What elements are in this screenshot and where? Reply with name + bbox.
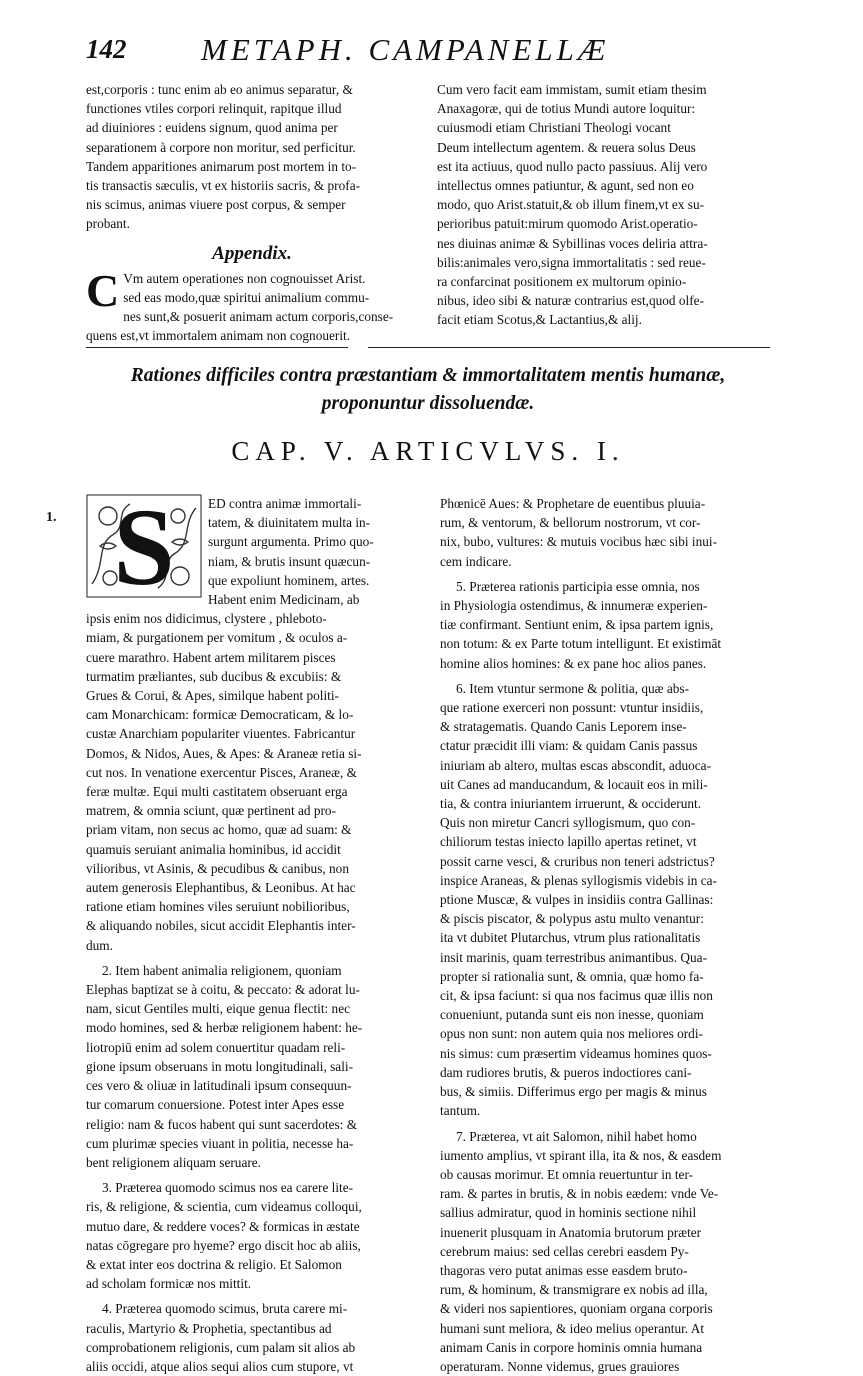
text-line: modo homines, sed & herbæ religionem habent: he-: [86, 1018, 416, 1037]
text-line: turmatim præliantes, sub ducibus & excubiis: &: [86, 667, 416, 686]
paragraph-4: [86, 1299, 416, 1376]
section-title-line-1: Rationes difficiles contra præstantiam & immortalitatem mentis humanæ,: [86, 362, 770, 390]
text-line: facit etiam Scotus,& Lactantius,& alij.: [437, 310, 771, 329]
text-line: rum, & ventorum, & bellorum nostrorum, vt cor-: [440, 513, 772, 532]
text-line: est,corporis : tunc enim ab eo animus separatur, &: [86, 80, 418, 99]
text-line: 5. Præterea rationis participia esse omnia, nos: [440, 577, 772, 596]
text-line: sallius admiratur, quod in hominis sectione nihil: [440, 1203, 772, 1222]
text-line: ces vero & oliuæ in latitudinali ipsum consequun-: [86, 1076, 416, 1095]
text-line: Domos, & Nidos, Aues, & Apes: & Araneæ retia si-: [86, 744, 416, 763]
paragraph-7: [440, 1127, 772, 1376]
text-line: bilis:animales vero,signa immortalitatis : sed reue-: [437, 253, 771, 272]
text-line: Tandem apparitiones animarum post mortem in to-: [86, 157, 418, 176]
text-line: ipsis enim nos didicimus, clystere , phleboto-: [86, 609, 416, 628]
text-line: ris, & religione, & scientia, cum videamus colloqui,: [86, 1197, 416, 1216]
text-line: est ita actiuus, quod nullo pacto passiuus. Alij vero: [437, 157, 771, 176]
text-line: iumento amplius, vt spirant illa, ita & nos, & easdem: [440, 1146, 772, 1165]
text-line: comprobationem religionis, cum palam sit alios ab: [86, 1338, 416, 1357]
text-line: homine alios homines: & ex pane hoc alios panes.: [440, 654, 772, 673]
text-line: quens est,vt immortalem animam non cognouerit.: [86, 326, 418, 345]
text-line: uit Canes ad manducandum, & locauit eos in mili-: [440, 775, 772, 794]
text-line: cut nos. In venatione exercentur Pisces, Araneæ, &: [86, 763, 416, 782]
text-line: cuere marathro. Habent artem militarem pisces: [86, 648, 416, 667]
text-line: & aliquando nobiles, sicut accidit Elephantis inter-: [86, 916, 416, 935]
text-line: nibus, ideo sibi & naturæ contrarius est,quod olfe-: [437, 291, 771, 310]
text-line: cuiusmodi etiam Christiani Theologi vocant: [437, 118, 771, 137]
chapter-heading: CAP. V. ARTICVLVS. I.: [86, 436, 770, 467]
text-line: 3. Præterea quomodo scimus nos ea carere lite-: [86, 1178, 416, 1197]
text-line: raculis, Martyrio & Prophetia, spectantibus ad: [86, 1319, 416, 1338]
text-line: animam Canis in corpore hominis omnia humana: [440, 1338, 772, 1357]
text-line: tia, & contra iniuriantem irruerunt, & occiderunt.: [440, 794, 772, 813]
appendix-heading: Appendix.: [86, 244, 418, 263]
text-line: tantum.: [440, 1101, 772, 1120]
text-line: dam rudiores brutis, & pueros indoctiores cani-: [440, 1063, 772, 1082]
text-line: humani sunt meliora, & ideo melius operantur. At: [440, 1319, 772, 1338]
text-line: opus non sunt: non autem quia nos meliores ordi-: [440, 1024, 772, 1043]
text-line: intellectus omnes patiuntur, & agunt, sed non eo: [437, 176, 771, 195]
paragraph-2: [86, 961, 416, 1172]
text-line: ptione Muscæ, & vulpes in insidiis contra Gallinas:: [440, 890, 772, 909]
text-line: tur comarum conuersione. Potest inter Apes esse: [86, 1095, 416, 1114]
bottom-left-column: [86, 494, 416, 1376]
section-title-line-2: proponuntur dissoluendæ.: [86, 390, 770, 418]
appendix-text: [86, 269, 418, 346]
text-line: Vm autem operationes non cognouisset Arist.: [123, 269, 418, 288]
text-line: nes sunt,& posuerit animam actum corporis,conse-: [123, 307, 418, 326]
text-line: quamuis seruiant animalia hominibus, id accidit: [86, 840, 416, 859]
text-line: & stratagematis. Quando Canis Leporem inse-: [440, 717, 772, 736]
text-line: cam Monarchicam: formicæ Democraticam, & lo-: [86, 705, 416, 724]
text-line: natas cōgregare pro hyeme? ergo discit hoc ab aliis,: [86, 1236, 416, 1255]
top-right-column: [437, 80, 771, 330]
text-line: Quis non miretur Cancri syllogismum, quo con-: [440, 813, 772, 832]
text-line: miam, & purgationem per vomitum , & oculos a-: [86, 628, 416, 647]
ornamental-initial: [86, 494, 202, 598]
text-line: autem generosis Elephantibus, & Leonibus. At hac: [86, 878, 416, 897]
text-line: cerebrum maius: sed cellas cerebri easdem Py-: [440, 1242, 772, 1261]
text-line: cum plurimæ species viuant in politia, necesse ha-: [86, 1134, 416, 1153]
top-right-text: [437, 80, 771, 330]
section-title: [86, 362, 770, 418]
text-line: Anaxagoræ, qui de totius Mundi autore loquitur:: [437, 99, 771, 118]
text-line: nix, bubo, vultures: & mutuis vocibus hæc sibi inui-: [440, 532, 772, 551]
paragraph-6: [440, 679, 772, 1121]
text-line: niam, & brutis insunt quæcun-: [208, 552, 416, 571]
text-line: operaturam. Nonne videmus, grues grauiores: [440, 1357, 772, 1376]
appendix-paragraph: [86, 269, 418, 346]
text-line: modo, quo Arist.statuit,& ob illum finem,vt ex su-: [437, 195, 771, 214]
text-line: custæ Anarchiam populariter viuentes. Fabricantur: [86, 724, 416, 743]
text-line: mutuo dare, & reddere voces? & formicas in æstate: [86, 1217, 416, 1236]
ornamental-initial-letter: S: [86, 492, 202, 602]
text-line: insit marinis, quam terrestribus animantibus. Qua-: [440, 948, 772, 967]
text-line: propter si rationalia sunt, & omnia, quæ homo fa-: [440, 967, 772, 986]
paragraph-4-continued: [440, 494, 772, 571]
text-line: ratione etiam homines viles seruiunt nobilioribus,: [86, 897, 416, 916]
text-line: gione ipsum obseruans in motu longitudinali, sali-: [86, 1057, 416, 1076]
text-line: & piscis piscator, & polypus astu multo venantur:: [440, 909, 772, 928]
top-left-text: [86, 80, 418, 234]
running-head: METAPH. CAMPANELLÆ: [201, 32, 609, 68]
text-line: ad diuiniores : euidens signum, quod anima per: [86, 118, 418, 137]
text-line: nis simus: cum præsertim videamus homines quos-: [440, 1044, 772, 1063]
text-line: Grues & Corui, & Apes, similque habent politi-: [86, 686, 416, 705]
text-line: aliis occidi, atque alios sequi alios cum stupore, vt: [86, 1357, 416, 1376]
text-line: surgunt argumenta. Primo quo-: [208, 532, 416, 551]
section-divider-right: [368, 347, 770, 348]
text-line: que expoliunt hominem, artes.: [208, 571, 416, 590]
text-line: nam, sicut Gentiles multi, eique genua flectit: nec: [86, 999, 416, 1018]
text-line: bent religionem aliquam seruare.: [86, 1153, 416, 1172]
text-line: tis transactis sæculis, vt ex historiis sacris, & profa-: [86, 176, 418, 195]
text-line: ad scholam formicæ nos mittit.: [86, 1274, 416, 1293]
text-line: Habent enim Medicinam, ab: [208, 590, 416, 609]
text-line: ram. & partes in brutis, & in nobis eædem: vnde Ve-: [440, 1184, 772, 1203]
margin-number: 1.: [46, 510, 57, 526]
text-line: thagoras vero putat animas esse easdem bruto-: [440, 1261, 772, 1280]
text-line: inuenerit plusquam in Anatomia brutorum præter: [440, 1223, 772, 1242]
top-left-column: [86, 80, 418, 346]
text-line: & videri nos sapientiores, quoniam organa corporis: [440, 1299, 772, 1318]
text-line: ED contra animæ immortali-: [208, 494, 416, 513]
text-line: nes diuinas animæ & Sybillinas voces deliria attra-: [437, 234, 771, 253]
text-line: perioribus patuit:mirum quomodo Arist.operatio-: [437, 214, 771, 233]
text-line: bus, & simiis. Differimus ergo per magis & minus: [440, 1082, 772, 1101]
text-line: liotropiū enim ad solem conuertitur quadam reli-: [86, 1038, 416, 1057]
text-line: Deum intellectum agentem. & reuera solus Deus: [437, 138, 771, 157]
text-line: non totum: & ex Parte totum intelligunt. Et existimāt: [440, 634, 772, 653]
text-line: Phœnicē Aues: & Prophetare de euentibus pluuia-: [440, 494, 772, 513]
text-line: ob causas morimur. Et omnia reuertuntur in ter-: [440, 1165, 772, 1184]
appendix-initial: C: [86, 271, 119, 311]
text-line: 2. Item habent animalia religionem, quoniam: [86, 961, 416, 980]
text-line: possit carne vesci, & cruribus non teneri adstrictus?: [440, 852, 772, 871]
text-line: 4. Præterea quomodo scimus, bruta carere mi-: [86, 1299, 416, 1318]
text-line: in Physiologia ostendimus, & innumeræ experien-: [440, 596, 772, 615]
text-line: separationem à corpore non moritur, sed perficitur.: [86, 138, 418, 157]
text-line: rum, & hominum, & transmigrare ex nobis ad illa,: [440, 1280, 772, 1299]
text-line: functiones vtiles corpori relinquit, rapitque illud: [86, 99, 418, 118]
text-line: que ratione exerceri non possunt: vtuntur insidiis,: [440, 698, 772, 717]
text-line: priam vitam, non secus ac homo, quæ ad suam: &: [86, 820, 416, 839]
text-line: matrem, & omnia sciunt, quæ pertinent ad pro-: [86, 801, 416, 820]
text-line: nis scimus, animas viuere post corpus, & semper: [86, 195, 418, 214]
text-line: & extat inter eos doctrina & religio. Et Salomon: [86, 1255, 416, 1274]
bottom-right-column: [440, 494, 772, 1376]
text-line: inspice Araneas, & plenas syllogismis videbis in ca-: [440, 871, 772, 890]
text-line: sed eas modo,quæ spiritui animalium commu-: [123, 288, 418, 307]
text-line: 7. Præterea, vt ait Salomon, nihil habet homo: [440, 1127, 772, 1146]
text-line: tiæ confirmant. Sentiunt enim, & ipsa partem ignis,: [440, 615, 772, 634]
text-line: Cum vero facit eam immistam, sumit etiam thesim: [437, 80, 771, 99]
text-line: Elephas baptizat se à coitu, & peccato: & adorat lu-: [86, 980, 416, 999]
text-line: cem indicare.: [440, 552, 772, 571]
text-line: tatem, & diuinitatem multa in-: [208, 513, 416, 532]
text-line: cit, & ipsa faciunt: si qua nos facimus quæ illis non: [440, 986, 772, 1005]
text-line: vilioribus, vt Asinis, & pecudibus & canibus, non: [86, 859, 416, 878]
text-line: ctatur præcidit illi viam: & quidam Canis passus: [440, 736, 772, 755]
page-header: [86, 28, 786, 74]
paragraph-3: [86, 1178, 416, 1293]
text-line: ra confarcinat positionem ex multorum opinio-: [437, 272, 771, 291]
text-line: religio: nam & fucos habent qui sunt sacerdotes: &: [86, 1115, 416, 1134]
text-line: dum.: [86, 936, 416, 955]
text-line: ita vt dubitet Plutarchus, vtrum plus rationalitatis: [440, 928, 772, 947]
text-line: iniuriam ab altero, multas escas abscondit, aduoca-: [440, 756, 772, 775]
section-divider-left: [86, 347, 348, 348]
text-line: conueniunt, putanda sunt eis non inesse, quoniam: [440, 1005, 772, 1024]
page-number: 142: [86, 34, 127, 65]
text-line: chiliorum testas iniecto lapillo apertas retinet, vt: [440, 832, 772, 851]
paragraph-5: [440, 577, 772, 673]
text-line: probant.: [86, 214, 418, 233]
paragraph-1: [86, 609, 416, 955]
text-line: 6. Item vtuntur sermone & politia, quæ abs-: [440, 679, 772, 698]
text-line: feræ multæ. Equi multi castitatem obseruant erga: [86, 782, 416, 801]
